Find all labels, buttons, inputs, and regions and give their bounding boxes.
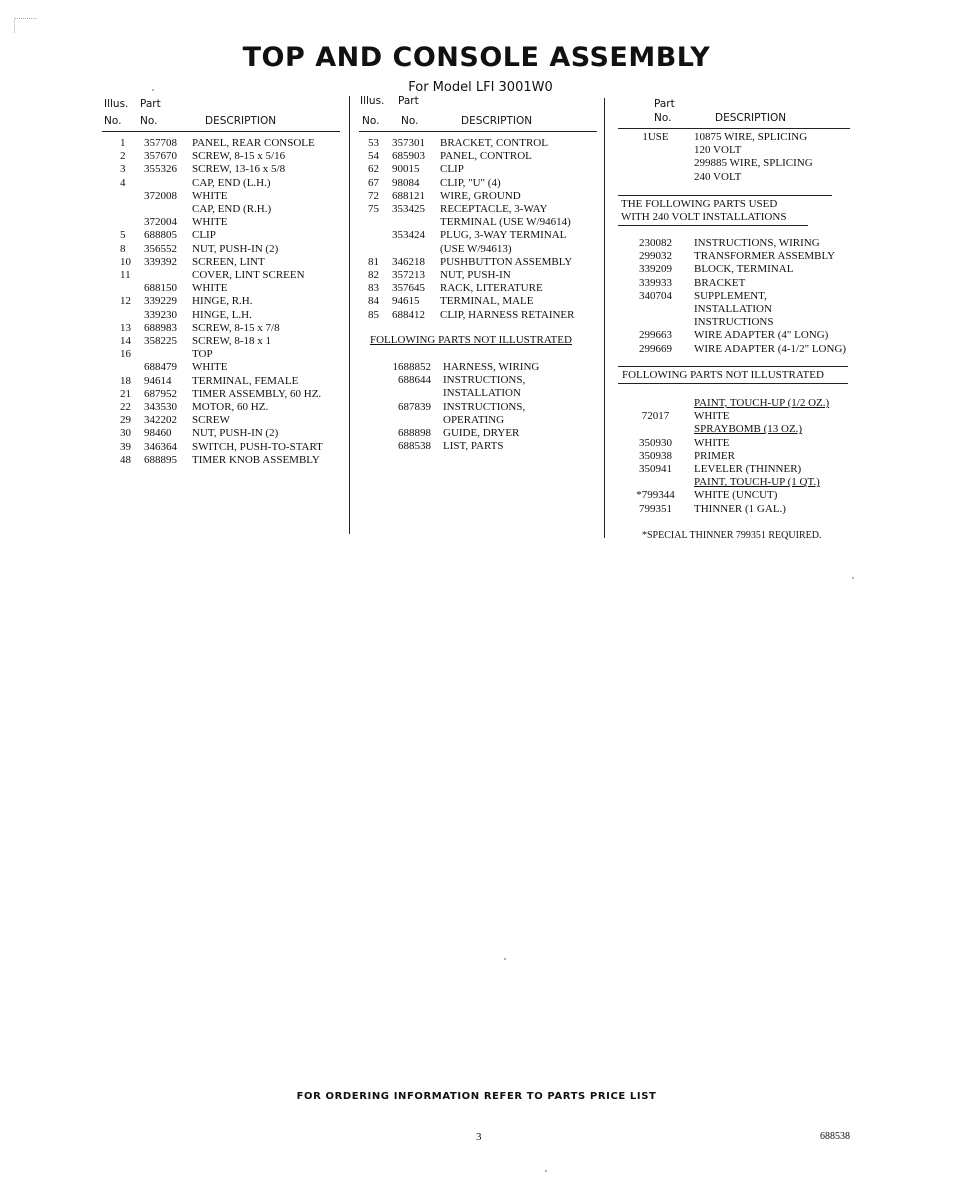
col3-header-no: No. bbox=[654, 112, 672, 124]
col3-240v-part-no: 340704 bbox=[639, 289, 672, 302]
col2-illus-no bbox=[368, 216, 392, 229]
col1-description: SCREW, 8-18 x 1 bbox=[192, 335, 272, 348]
col3-paint-description: SPRAYBOMB (13 OZ.) bbox=[694, 423, 803, 436]
col1-part-no: 94614 bbox=[144, 374, 172, 387]
col1-row bbox=[120, 243, 345, 256]
col2-ni-description: GUIDE, DRYER bbox=[443, 427, 520, 440]
col2-part-no bbox=[392, 216, 440, 229]
col1-illus-no bbox=[120, 216, 144, 229]
col1-illus-no: 13 bbox=[120, 321, 131, 334]
col3-splice-row bbox=[617, 144, 857, 157]
col2-illus-no: 82 bbox=[368, 269, 379, 282]
col1-description: CAP, END (R.H.) bbox=[192, 203, 272, 216]
col1-part-no: 346364 bbox=[144, 440, 177, 453]
column-divider-2 bbox=[604, 98, 605, 538]
col1-header-part: Part bbox=[140, 98, 161, 110]
col3-240v-description: INSTALLATION bbox=[694, 303, 772, 316]
col3-paint-part-no bbox=[617, 476, 694, 489]
col1-header-rule bbox=[102, 131, 340, 132]
col2-part-no: 688121 bbox=[392, 189, 425, 202]
col2-part-no: 685903 bbox=[392, 150, 425, 163]
col1-part-no: 356552 bbox=[144, 242, 177, 255]
col1-illus-no bbox=[120, 203, 144, 216]
col1-row bbox=[120, 256, 345, 269]
col1-description: HINGE, R.H. bbox=[192, 295, 253, 308]
col1-part-no: 687952 bbox=[144, 387, 177, 400]
col3-240v-row bbox=[617, 303, 857, 316]
col1-illus-no: 5 bbox=[120, 229, 126, 242]
col2-illus-no: 81 bbox=[368, 255, 379, 268]
col2-ni-row bbox=[368, 414, 598, 427]
col3-240v-part-no: 299032 bbox=[639, 250, 672, 263]
col2-part-no bbox=[392, 243, 440, 256]
col2-part-no: 357645 bbox=[392, 282, 425, 295]
col2-ni-description: OPERATING bbox=[443, 413, 505, 426]
col1-illus-no: 21 bbox=[120, 387, 131, 400]
col1-part-no: 358225 bbox=[144, 335, 177, 348]
col3-section240-bottom-rule bbox=[618, 225, 808, 226]
col1-description: PANEL, REAR CONSOLE bbox=[192, 137, 315, 149]
page-title: TOP AND CONSOLE ASSEMBLY bbox=[242, 42, 711, 73]
col2-ni-description: INSTALLATION bbox=[443, 387, 521, 400]
col1-illus-no: 22 bbox=[120, 401, 131, 414]
col2-ni-description: INSTRUCTIONS, bbox=[443, 400, 526, 413]
col1-row bbox=[120, 427, 345, 440]
col1-parts-list bbox=[120, 137, 345, 467]
scan-speck bbox=[152, 89, 154, 91]
col1-row bbox=[120, 441, 345, 454]
col1-row bbox=[120, 348, 345, 361]
col1-description: SCREW, 8-15 x 7/8 bbox=[192, 321, 280, 334]
col3-paint-row bbox=[617, 437, 857, 450]
col2-header-illus: Illus. bbox=[360, 95, 385, 107]
col3-header-part: Part bbox=[654, 98, 675, 110]
col3-paint-part-no: 350941 bbox=[639, 463, 672, 476]
col3-splicing-list bbox=[617, 131, 857, 184]
col1-part-no: 688983 bbox=[144, 321, 177, 334]
col2-illus-no: 84 bbox=[368, 295, 379, 308]
col2-ni-row bbox=[368, 401, 598, 414]
col2-illus-no bbox=[368, 229, 392, 242]
col1-part-no: 357708 bbox=[144, 137, 177, 149]
col2-row bbox=[368, 282, 598, 295]
col1-illus-no: 16 bbox=[120, 348, 131, 361]
col2-row bbox=[368, 295, 598, 308]
col1-description: SCREW, 13-16 x 5/8 bbox=[192, 163, 286, 176]
col1-illus-no: 29 bbox=[120, 414, 131, 427]
col2-part-no: 98084 bbox=[392, 176, 420, 189]
col2-row bbox=[368, 256, 598, 269]
col1-illus-no: 12 bbox=[120, 295, 131, 308]
col3-splice-part-no bbox=[617, 144, 694, 157]
col3-header-description: DESCRIPTION bbox=[715, 112, 787, 124]
col2-header-part: Part bbox=[398, 95, 419, 107]
col3-splice-description: 120 VOLT bbox=[694, 144, 742, 157]
col1-part-no: 342202 bbox=[144, 414, 177, 427]
col1-row bbox=[120, 203, 345, 216]
col3-paint-row bbox=[617, 463, 857, 476]
col1-row bbox=[120, 388, 345, 401]
col2-ni-description: INSTRUCTIONS, bbox=[443, 374, 526, 387]
col1-description: COVER, LINT SCREEN bbox=[192, 269, 305, 282]
col3-paint-description: PAINT, TOUCH-UP (1 QT.) bbox=[694, 476, 820, 489]
col3-paint-description: PRIMER bbox=[694, 449, 735, 462]
col3-240v-part-no: 339933 bbox=[639, 276, 672, 289]
col2-ni-description: LIST, PARTS bbox=[443, 440, 504, 453]
col1-illus-no bbox=[120, 361, 144, 374]
col1-part-no: 688150 bbox=[144, 282, 177, 295]
col2-ni-part-no: 688898 bbox=[398, 427, 431, 440]
col3-splice-description: 10875 WIRE, SPLICING bbox=[694, 131, 808, 143]
col3-240v-part-no: 299669 bbox=[639, 342, 672, 355]
col1-row bbox=[120, 137, 345, 150]
document-number: 688538 bbox=[820, 1131, 850, 1142]
col3-not-illustrated-top-rule bbox=[618, 366, 848, 367]
col2-row bbox=[368, 163, 598, 176]
col2-ni-part-no bbox=[368, 387, 443, 400]
col2-ni-part-no: 688644 bbox=[398, 374, 431, 387]
col2-illus-no: 54 bbox=[368, 150, 379, 163]
scan-speck bbox=[852, 577, 854, 579]
col1-row bbox=[120, 163, 345, 176]
col2-header-no1: No. bbox=[362, 115, 380, 127]
col1-part-no: 688479 bbox=[144, 361, 177, 374]
col1-row bbox=[120, 177, 345, 190]
col3-240v-row bbox=[617, 277, 857, 290]
col1-illus-no: 18 bbox=[120, 374, 131, 387]
col3-paint-description: THINNER (1 GAL.) bbox=[694, 502, 786, 515]
col3-paint-list bbox=[617, 397, 857, 516]
col1-row bbox=[120, 216, 345, 229]
col1-illus-no bbox=[120, 190, 144, 203]
col3-paint-row bbox=[617, 410, 857, 423]
col2-description: PLUG, 3-WAY TERMINAL bbox=[440, 229, 567, 242]
col2-part-no: 346218 bbox=[392, 255, 425, 268]
col1-illus-no: 39 bbox=[120, 440, 131, 453]
col2-illus-no bbox=[368, 243, 392, 256]
col1-header-no1: No. bbox=[104, 115, 122, 127]
col1-illus-no: 1 bbox=[120, 137, 126, 149]
col2-not-illustrated-list bbox=[368, 361, 598, 453]
col2-header-no2: No. bbox=[401, 115, 419, 127]
col1-row bbox=[120, 150, 345, 163]
col1-row bbox=[120, 454, 345, 467]
col3-splice-row bbox=[617, 171, 857, 184]
scan-speck bbox=[14, 18, 37, 33]
col3-240v-part-no bbox=[617, 303, 694, 316]
col1-illus-no: 10 bbox=[120, 255, 131, 268]
col1-part-no: 339229 bbox=[144, 295, 177, 308]
page-number: 3 bbox=[476, 1131, 482, 1143]
col3-paint-part-no bbox=[617, 423, 694, 436]
col1-description: WHITE bbox=[192, 361, 228, 374]
col2-ni-row bbox=[368, 361, 598, 374]
col1-part-no: 343530 bbox=[144, 401, 177, 414]
col3-240v-row bbox=[617, 343, 857, 356]
col2-description: CLIP, HARNESS RETAINER bbox=[440, 308, 575, 321]
col2-ni-row bbox=[368, 440, 598, 453]
col1-description: SWITCH, PUSH-TO-START bbox=[192, 440, 323, 453]
col2-part-no: 90015 bbox=[392, 163, 420, 176]
col3-240v-part-no bbox=[617, 316, 694, 329]
col1-part-no: 688895 bbox=[144, 453, 177, 466]
col2-illus-no: 67 bbox=[368, 176, 379, 189]
col3-paint-part-no: 350938 bbox=[639, 449, 672, 462]
col1-description: WHITE bbox=[192, 216, 228, 229]
col1-illus-no bbox=[120, 309, 144, 322]
col2-ni-part-no: 687839 bbox=[398, 400, 431, 413]
col2-ni-row bbox=[368, 387, 598, 400]
col1-description: WHITE bbox=[192, 282, 228, 295]
col1-illus-no: 2 bbox=[120, 150, 126, 163]
col2-ni-part-no: 1688852 bbox=[392, 361, 431, 373]
col1-part-no: 355326 bbox=[144, 163, 177, 176]
col1-part-no: 372008 bbox=[144, 189, 177, 202]
col3-paint-description: WHITE bbox=[694, 410, 730, 423]
col3-section240-line1: THE FOLLOWING PARTS USED bbox=[621, 198, 778, 210]
col1-header-illus: Illus. bbox=[104, 98, 129, 110]
col3-splice-description: 299885 WIRE, SPLICING bbox=[694, 157, 813, 170]
col2-part-no: 357301 bbox=[392, 137, 425, 149]
col1-row bbox=[120, 190, 345, 203]
col2-ni-part-no: 688538 bbox=[398, 440, 431, 453]
col3-not-illustrated-header: FOLLOWING PARTS NOT ILLUSTRATED bbox=[622, 369, 824, 381]
col3-240v-row bbox=[617, 237, 857, 250]
col2-ni-row bbox=[368, 374, 598, 387]
col2-illus-no: 83 bbox=[368, 282, 379, 295]
col3-240v-part-no: 230082 bbox=[639, 237, 672, 249]
col3-paint-description: WHITE (UNCUT) bbox=[694, 489, 778, 502]
col3-paint-row bbox=[617, 489, 857, 502]
col1-row bbox=[120, 361, 345, 374]
col1-illus-no: 8 bbox=[120, 242, 126, 255]
col2-description: CLIP, "U" (4) bbox=[440, 176, 501, 189]
col1-description: TIMER KNOB ASSEMBLY bbox=[192, 453, 320, 466]
model-subtitle: For Model LFI 3001W0 bbox=[408, 80, 553, 95]
col3-240v-description: WIRE ADAPTER (4" LONG) bbox=[694, 329, 829, 342]
col1-illus-no: 11 bbox=[120, 269, 131, 282]
col1-part-no: 357670 bbox=[144, 150, 177, 163]
col3-240v-description: INSTRUCTIONS bbox=[694, 316, 774, 329]
col1-part-no bbox=[144, 269, 192, 282]
col1-illus-no: 14 bbox=[120, 335, 131, 348]
col1-description: TOP bbox=[192, 348, 213, 361]
col3-240v-row bbox=[617, 316, 857, 329]
col2-ni-description: HARNESS, WIRING bbox=[443, 361, 540, 373]
col3-splice-part-no: 1USE bbox=[642, 131, 669, 143]
col3-paint-description: PAINT, TOUCH-UP (1/2 OZ.) bbox=[694, 397, 830, 409]
column-divider-1 bbox=[349, 96, 350, 534]
col2-row bbox=[368, 229, 598, 242]
col3-section240-top-rule bbox=[618, 195, 832, 196]
col2-row bbox=[368, 309, 598, 322]
col2-description: NUT, PUSH-IN bbox=[440, 269, 511, 282]
col1-row bbox=[120, 335, 345, 348]
col2-parts-list bbox=[368, 137, 598, 322]
col1-part-no: 339392 bbox=[144, 255, 177, 268]
col1-description: MOTOR, 60 HZ. bbox=[192, 401, 269, 414]
col1-row bbox=[120, 375, 345, 388]
col3-240v-description: TRANSFORMER ASSEMBLY bbox=[694, 250, 836, 263]
col1-description: SCREW, 8-15 x 5/16 bbox=[192, 150, 286, 163]
col1-row bbox=[120, 309, 345, 322]
col2-description: TERMINAL, MALE bbox=[440, 295, 534, 308]
col1-part-no: 688805 bbox=[144, 229, 177, 242]
col1-row bbox=[120, 229, 345, 242]
col2-description: WIRE, GROUND bbox=[440, 189, 521, 202]
col3-paint-description: WHITE bbox=[694, 436, 730, 449]
col1-part-no bbox=[144, 177, 192, 190]
col1-description: CLIP bbox=[192, 229, 216, 242]
col1-description: WHITE bbox=[192, 189, 228, 202]
col3-paint-row bbox=[617, 476, 857, 489]
col2-ni-row bbox=[368, 427, 598, 440]
col2-part-no: 688412 bbox=[392, 308, 425, 321]
col3-paint-description: LEVELER (THINNER) bbox=[694, 463, 802, 476]
col1-row bbox=[120, 401, 345, 414]
col3-240v-list bbox=[617, 237, 857, 356]
col3-paint-row bbox=[617, 397, 857, 410]
col3-240v-row bbox=[617, 263, 857, 276]
col1-description: SCREEN, LINT bbox=[192, 255, 265, 268]
col2-illus-no: 53 bbox=[368, 137, 379, 149]
col1-part-no bbox=[144, 348, 192, 361]
col1-description: HINGE, L.H. bbox=[192, 308, 252, 321]
scan-speck bbox=[545, 1170, 547, 1172]
col2-row bbox=[368, 269, 598, 282]
col1-part-no bbox=[144, 203, 192, 216]
col1-illus-no bbox=[120, 282, 144, 295]
col3-paint-part-no: 350930 bbox=[639, 436, 672, 449]
col2-illus-no: 72 bbox=[368, 189, 379, 202]
col1-illus-no: 48 bbox=[120, 453, 131, 466]
col2-part-no: 94615 bbox=[392, 295, 420, 308]
ordering-note: FOR ORDERING INFORMATION REFER TO PARTS PRICE LIST bbox=[296, 1091, 657, 1102]
col1-row bbox=[120, 414, 345, 427]
col2-row bbox=[368, 137, 598, 150]
col1-row bbox=[120, 282, 345, 295]
col3-240v-row bbox=[617, 290, 857, 303]
col3-section240-line2: WITH 240 VOLT INSTALLATIONS bbox=[621, 211, 787, 223]
col2-description: RECEPTACLE, 3-WAY bbox=[440, 203, 548, 216]
col3-240v-description: WIRE ADAPTER (4-1/2" LONG) bbox=[694, 342, 847, 355]
col1-illus-no: 30 bbox=[120, 427, 131, 440]
col1-part-no: 372004 bbox=[144, 216, 177, 229]
col1-description: TERMINAL, FEMALE bbox=[192, 374, 299, 387]
col3-splice-part-no bbox=[617, 157, 694, 170]
col1-description: NUT, PUSH-IN (2) bbox=[192, 242, 279, 255]
col3-240v-description: INSTRUCTIONS, WIRING bbox=[694, 237, 820, 249]
col2-header-rule bbox=[359, 131, 597, 132]
col2-row bbox=[368, 190, 598, 203]
col3-paint-part-no: 72017 bbox=[641, 410, 670, 423]
col3-not-illustrated-bottom-rule bbox=[618, 383, 848, 384]
col2-description: TERMINAL (USE W/94614) bbox=[440, 216, 571, 229]
col2-description: BRACKET, CONTROL bbox=[440, 137, 548, 149]
col3-240v-row bbox=[617, 329, 857, 342]
col3-splice-row bbox=[617, 131, 857, 144]
col2-row bbox=[368, 177, 598, 190]
scan-speck bbox=[504, 958, 506, 960]
col2-not-illustrated-header: FOLLOWING PARTS NOT ILLUSTRATED bbox=[370, 334, 572, 346]
col3-splice-part-no bbox=[617, 171, 694, 184]
col3-paint-row bbox=[617, 450, 857, 463]
col1-description: NUT, PUSH-IN (2) bbox=[192, 427, 279, 440]
col2-row bbox=[368, 216, 598, 229]
col2-row bbox=[368, 243, 598, 256]
col3-240v-description: BLOCK, TERMINAL bbox=[694, 263, 794, 276]
col1-illus-no: 4 bbox=[120, 176, 126, 189]
col1-row bbox=[120, 295, 345, 308]
col3-240v-part-no: 339209 bbox=[639, 263, 672, 276]
col2-description: PUSHBUTTON ASSEMBLY bbox=[440, 255, 573, 268]
col2-part-no: 357213 bbox=[392, 269, 425, 282]
col2-description: RACK, LITERATURE bbox=[440, 282, 543, 295]
col3-splice-description: 240 VOLT bbox=[694, 170, 742, 183]
col3-paint-part-no: *799344 bbox=[636, 489, 675, 502]
col1-row bbox=[120, 322, 345, 335]
col2-part-no: 353425 bbox=[392, 203, 425, 216]
col2-illus-no: 62 bbox=[368, 163, 379, 176]
col3-240v-row bbox=[617, 250, 857, 263]
col1-header-description: DESCRIPTION bbox=[205, 115, 277, 127]
col2-row bbox=[368, 203, 598, 216]
col3-footnote: *SPECIAL THINNER 799351 REQUIRED. bbox=[642, 530, 822, 541]
col2-header-description: DESCRIPTION bbox=[461, 115, 533, 127]
col3-header-rule bbox=[618, 128, 850, 129]
col1-header-no2: No. bbox=[140, 115, 158, 127]
col1-description: CAP, END (L.H.) bbox=[192, 176, 271, 189]
col2-description: CLIP bbox=[440, 163, 464, 176]
col2-description: (USE W/94613) bbox=[440, 242, 512, 255]
col1-description: SCREW bbox=[192, 414, 230, 427]
col1-part-no: 98460 bbox=[144, 427, 172, 440]
col3-paint-part-no: 799351 bbox=[639, 502, 672, 515]
col3-paint-row bbox=[617, 503, 857, 516]
col1-row bbox=[120, 269, 345, 282]
col3-240v-description: BRACKET bbox=[694, 276, 746, 289]
col3-paint-row bbox=[617, 423, 857, 436]
col1-description: TIMER ASSEMBLY, 60 HZ. bbox=[192, 387, 322, 400]
col3-splice-row bbox=[617, 157, 857, 170]
col3-paint-part-no bbox=[617, 397, 694, 410]
col2-illus-no: 75 bbox=[368, 203, 379, 216]
col2-description: PANEL, CONTROL bbox=[440, 150, 532, 163]
col1-part-no: 339230 bbox=[144, 308, 177, 321]
col2-part-no: 353424 bbox=[392, 229, 425, 242]
col2-illus-no: 85 bbox=[368, 308, 379, 321]
col2-row bbox=[368, 150, 598, 163]
col1-illus-no: 3 bbox=[120, 163, 126, 176]
col3-240v-part-no: 299663 bbox=[639, 329, 672, 342]
col2-ni-part-no bbox=[368, 414, 443, 427]
col3-240v-description: SUPPLEMENT, bbox=[694, 289, 767, 302]
